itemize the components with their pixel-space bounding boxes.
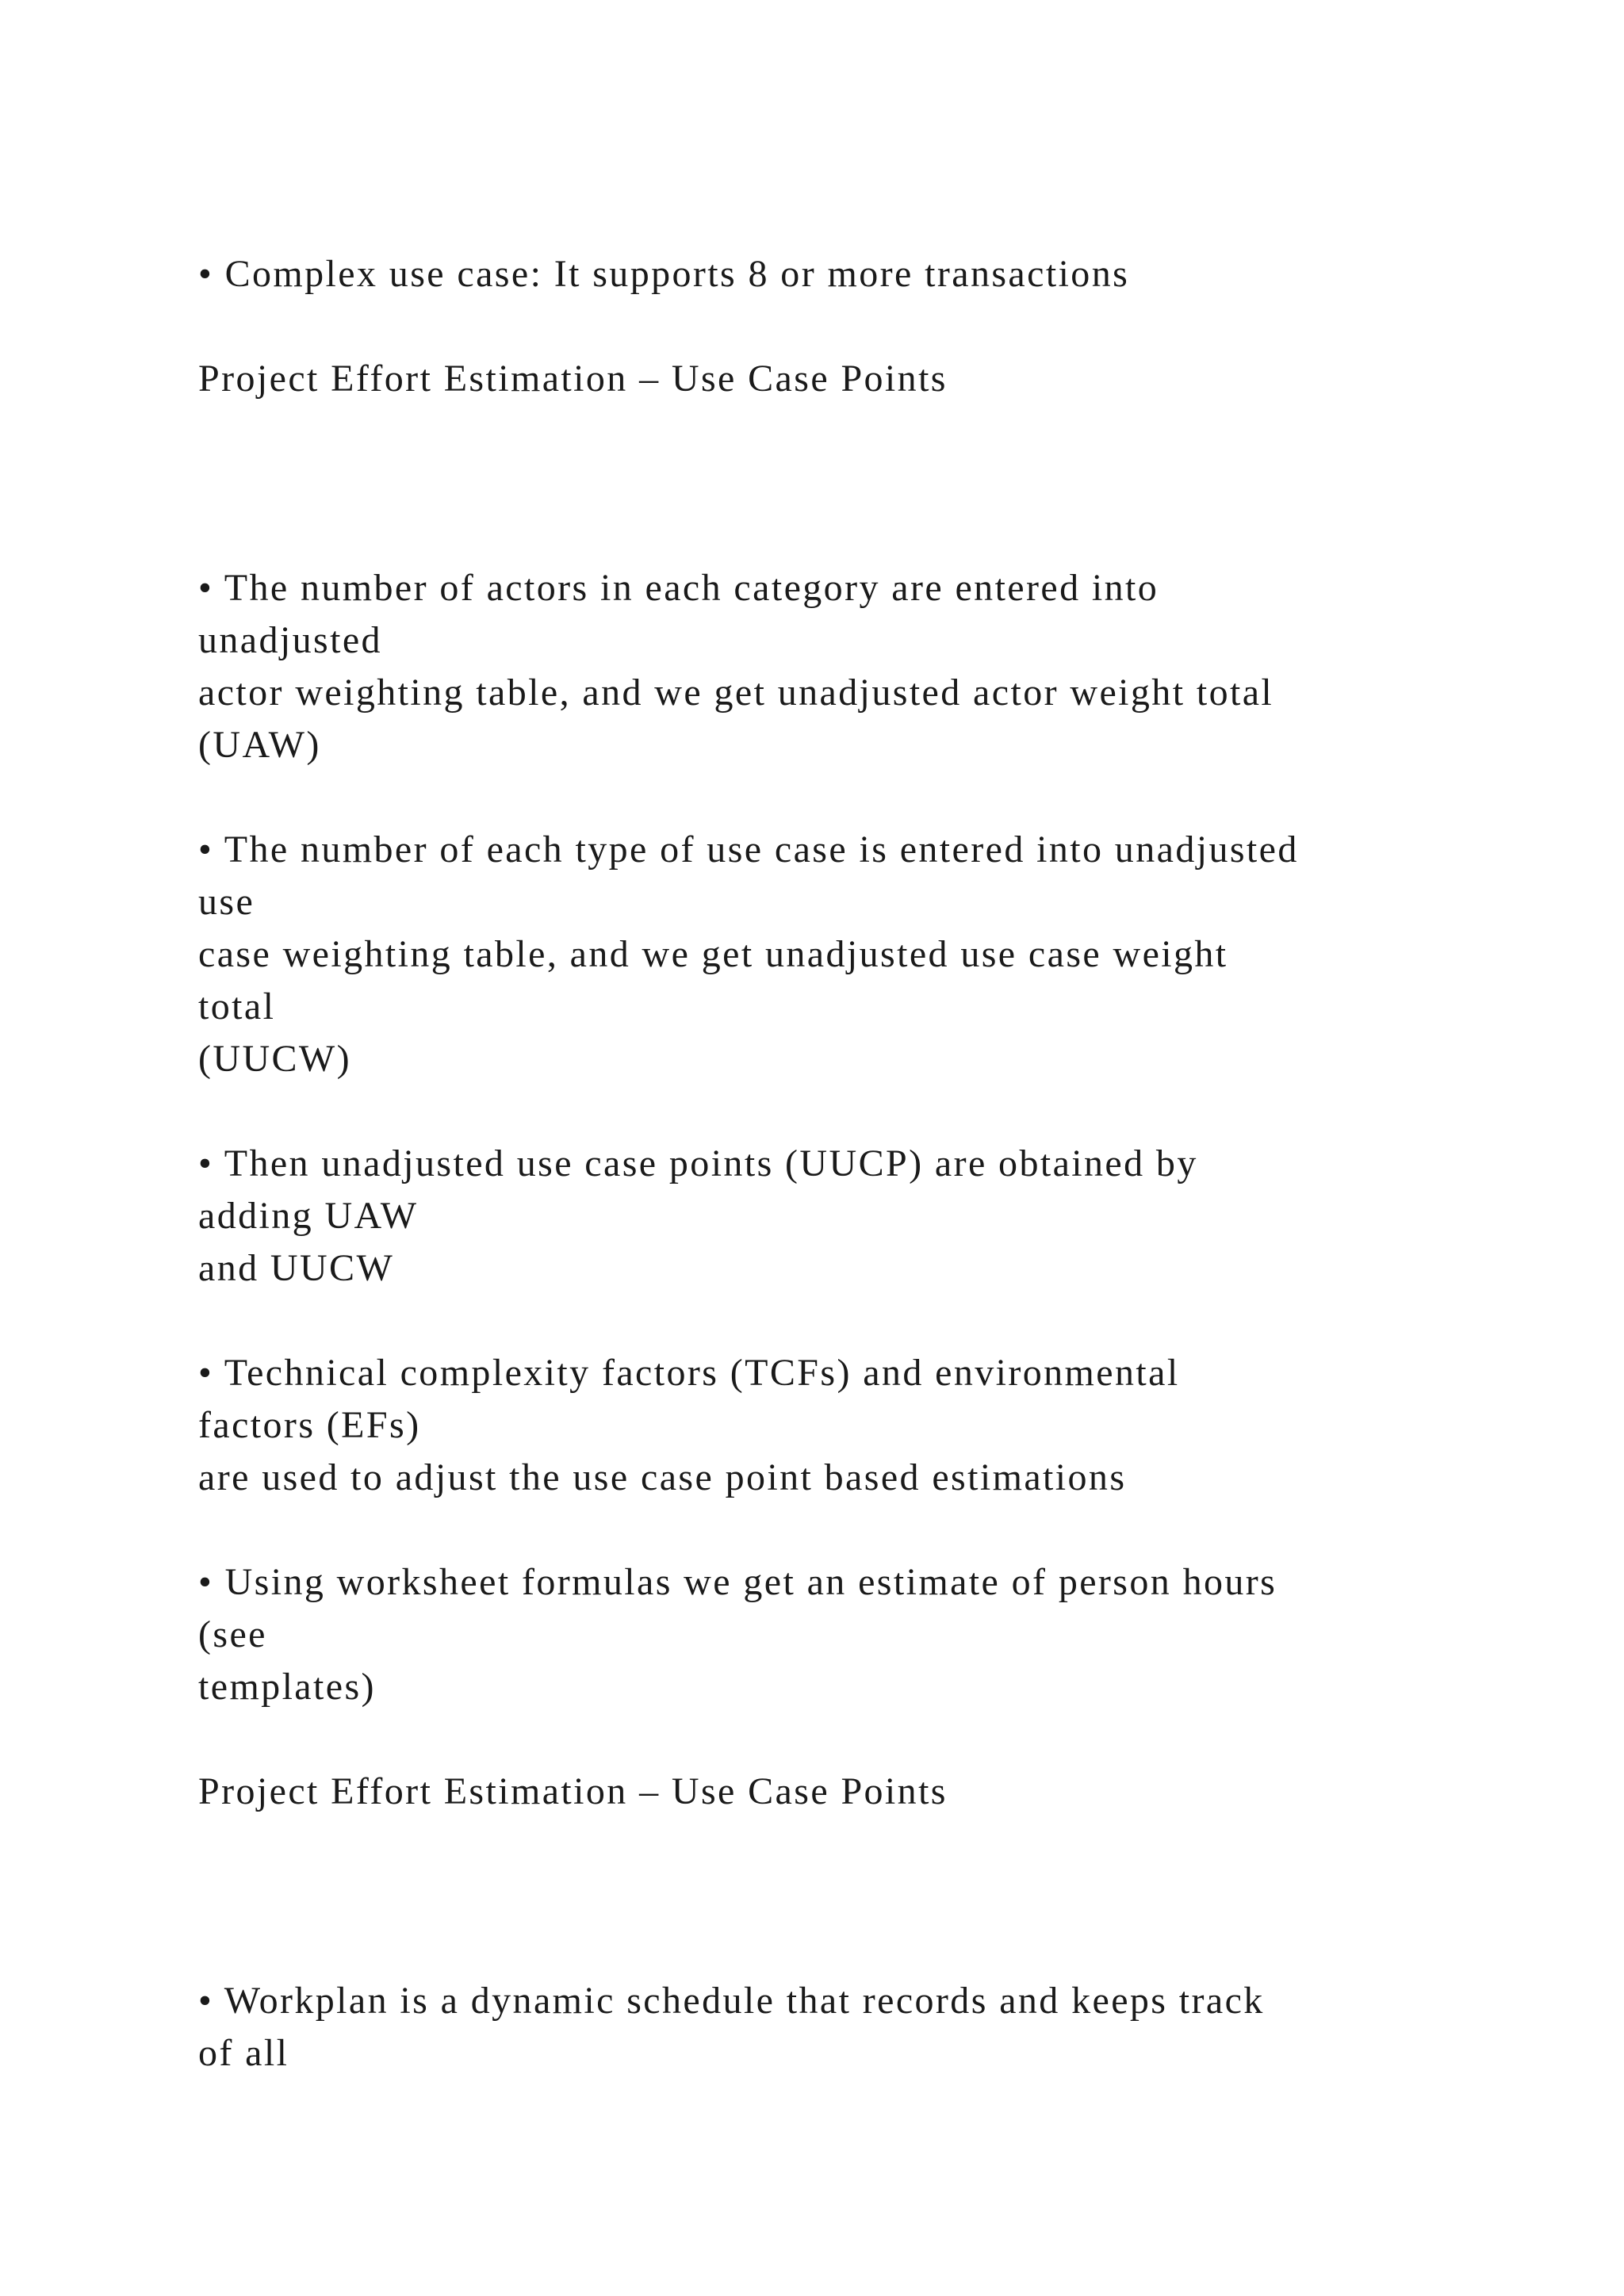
bullet-uucp-line-1: • Then unadjusted use case points (UUCP) are obtained by bbox=[198, 1142, 1198, 1184]
bullet-use-case-line-1: • The number of each type of use case is entered into unadjusted bbox=[198, 828, 1299, 871]
section-heading-repeat: Project Effort Estimation – Use Case Points bbox=[198, 1770, 948, 1812]
bullet-tcf-line-1: • Technical complexity factors (TCFs) and environmental bbox=[198, 1352, 1180, 1394]
bullet-workplan-line-1: • Workplan is a dynamic schedule that records and keeps track bbox=[198, 1980, 1265, 2022]
bullet-use-case-line-5: (UUCW) bbox=[198, 1038, 352, 1080]
bullet-use-case-line-2: use bbox=[198, 881, 255, 923]
bullet-tcf-line-3: are used to adjust the use case point based estimations bbox=[198, 1456, 1127, 1498]
bullet-uucp-line-3: and UUCW bbox=[198, 1247, 395, 1289]
bullet-actors-line-2: unadjusted bbox=[198, 619, 382, 661]
bullet-uucp-line-2: adding UAW bbox=[198, 1195, 419, 1237]
bullet-actors-line-1: • The number of actors in each category are entered into bbox=[198, 567, 1159, 609]
bullet-complex-use-case: • Complex use case: It supports 8 or more transactions bbox=[198, 253, 1130, 295]
bullet-worksheet-line-3: templates) bbox=[198, 1666, 376, 1708]
bullet-tcf-line-2: factors (EFs) bbox=[198, 1404, 421, 1446]
bullet-actors-line-3: actor weighting table, and we get unadjusted actor weight total bbox=[198, 672, 1274, 714]
section-heading: Project Effort Estimation – Use Case Points bbox=[198, 358, 948, 400]
bullet-worksheet-line-2: (see bbox=[198, 1613, 267, 1655]
bullet-workplan-line-2: of all bbox=[198, 2032, 289, 2074]
bullet-use-case-line-3: case weighting table, and we get unadjusted use case weight bbox=[198, 933, 1228, 975]
bullet-use-case-line-4: total bbox=[198, 985, 276, 1027]
bullet-actors-line-4: (UAW) bbox=[198, 724, 321, 766]
bullet-worksheet-line-1: • Using worksheet formulas we get an estimate of person hours bbox=[198, 1561, 1277, 1603]
